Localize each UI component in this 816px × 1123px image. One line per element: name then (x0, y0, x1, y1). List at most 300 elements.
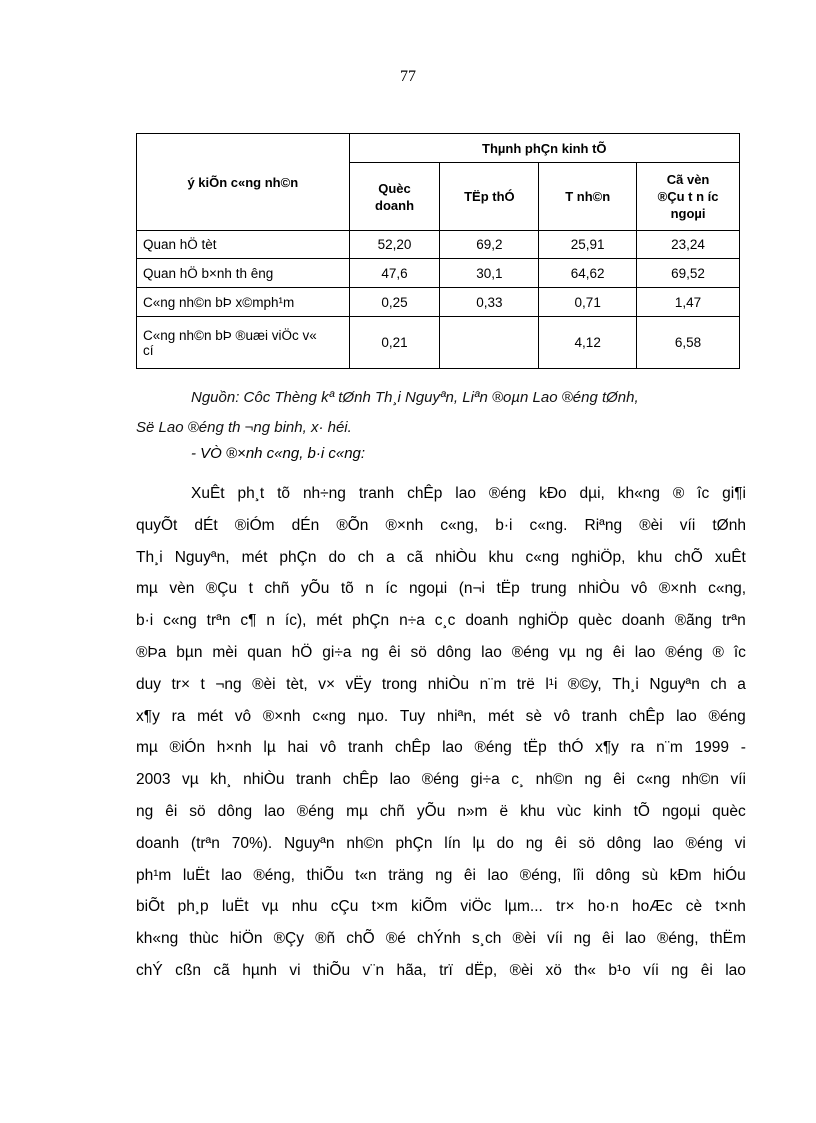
paragraph-word: do (496, 834, 514, 852)
paragraph-word: trong (381, 675, 418, 693)
paragraph-line (136, 828, 746, 860)
paragraph-word: nµo. (357, 707, 389, 725)
paragraph-word: víi (643, 961, 659, 979)
paragraph-line (136, 796, 746, 828)
paragraph-word: mµ (346, 802, 368, 820)
paragraph-word: ®é (385, 930, 406, 948)
paragraph-line (136, 732, 746, 764)
column-header (637, 163, 740, 231)
paragraph-word: vµ (261, 898, 279, 916)
paragraph-word: tØnh (712, 516, 746, 534)
paragraph-word: thiÕu (313, 961, 351, 979)
paragraph-word: sö (410, 643, 427, 661)
paragraph-word: vùc (557, 802, 582, 820)
paragraph-word: v× (318, 675, 335, 693)
paragraph-word: doanh (465, 612, 509, 630)
column-header-line: T nh©n (565, 189, 611, 204)
paragraph-word: c¶ (240, 612, 257, 630)
column-header-line: ngoµi (670, 206, 706, 221)
paragraph-word: nhiÒu (427, 675, 470, 693)
paragraph-line (136, 891, 746, 923)
paragraph-word: b·i (136, 612, 154, 630)
paragraph-word: c«ng (525, 548, 560, 566)
paragraph-word: 70%). (231, 834, 273, 852)
paragraph-word: c«ng (636, 771, 671, 789)
paragraph-word: hoÆc (632, 898, 673, 916)
paragraph-word: Th¸i (136, 548, 163, 566)
paragraph-word: chÕ (674, 548, 703, 566)
paragraph-word: t (200, 675, 205, 693)
paragraph-word: Nguyªn (649, 675, 700, 693)
paragraph-word: c¸ (511, 771, 525, 789)
paragraph-line (136, 637, 746, 669)
paragraph-word: sö (189, 802, 206, 820)
paragraph-line (136, 860, 746, 892)
paragraph-word: êi (602, 930, 615, 948)
paragraph-word: tõ (277, 485, 291, 502)
paragraph-word: vi (289, 961, 301, 979)
paragraph-word: tr× (171, 675, 191, 693)
paragraph-word: ®èi (509, 961, 534, 979)
row-label (137, 317, 350, 369)
paragraph-word: tèt, (286, 675, 308, 693)
paragraph-word: Nguyªn, (174, 548, 230, 566)
paragraph-word: c«ng (312, 707, 346, 725)
paragraph-word: thiÕu (306, 866, 344, 884)
paragraph-word: sö (578, 834, 595, 852)
paragraph-word: sè (525, 707, 543, 725)
table-cell: 0,21 (349, 317, 440, 369)
paragraph-word: do (328, 548, 346, 566)
paragraph-word: ng (585, 643, 603, 661)
paragraph-word: vô (553, 707, 571, 725)
paragraph-line (136, 605, 746, 637)
paragraph-word: tranh (581, 707, 618, 725)
paragraph-word: doanh (136, 834, 180, 852)
paragraph-word: êi (612, 643, 625, 661)
column-header-line: Cã vèn (666, 172, 710, 187)
table-cell: 0,25 (349, 288, 440, 317)
paragraph-word: Tuy (399, 707, 426, 725)
paragraph-word: êi (463, 866, 476, 884)
section-heading: - VÒ ®×nh c«ng, b·i c«ng: (191, 445, 366, 462)
paragraph-word: ngoµi (661, 802, 701, 820)
paragraph-word: dµi, (579, 485, 605, 502)
paragraph-word: hµnh (242, 961, 277, 979)
paragraph-word: chñ (264, 580, 290, 598)
paragraph-word: vËy (345, 675, 372, 693)
paragraph-word: lµ (472, 834, 485, 852)
table-cell: 30,1 (440, 259, 539, 288)
paragraph-word: 1999 (694, 739, 730, 757)
paragraph-word: kinh (593, 802, 622, 820)
row-label-line: cí (143, 342, 154, 358)
row-label: C«ng nh©n bÞ x©mph¹m (137, 288, 350, 317)
paragraph-word: kh«ng (617, 485, 660, 502)
paragraph-word: hiÓu (713, 866, 746, 884)
paragraph-word: chÕ (346, 930, 375, 948)
paragraph-word: vô (630, 580, 648, 598)
paragraph-word: ra (171, 707, 186, 725)
paragraph-word: ®éng, (253, 866, 295, 884)
paragraph-word: îc (697, 485, 710, 502)
paragraph-word: ra (630, 739, 645, 757)
paragraph-word: êi (700, 961, 713, 979)
paragraph-word: ®Çu (205, 580, 238, 598)
paragraph-word: dËp, (465, 961, 498, 979)
paragraph-word: vµ (181, 771, 199, 789)
paragraph-word: ph¸p (177, 898, 209, 916)
paragraph-word: êi (165, 802, 178, 820)
table-cell: 69,52 (637, 259, 740, 288)
paragraph-word: nh©n (535, 771, 573, 789)
paragraph-word: ®éng (665, 643, 703, 661)
paragraph-word: v¨n (362, 961, 385, 979)
paragraph-word: thËm (709, 930, 746, 948)
paragraph-word: n¨m (656, 739, 683, 757)
paragraph-word: n»m (457, 802, 488, 820)
paragraph-word: ®×nh (262, 707, 301, 725)
paragraph-word: nh©n (681, 771, 719, 789)
paragraph-word: lao (389, 771, 411, 789)
paragraph-word: lao (487, 866, 509, 884)
paragraph-word: nhu (291, 898, 318, 916)
table-row (137, 317, 740, 369)
table-cell: 25,91 (539, 231, 637, 259)
page-number: 77 (400, 68, 416, 85)
paragraph-word: quyÕt (136, 516, 178, 534)
column-header-line: doanh (375, 197, 415, 213)
source-line: Nguồn: Côc Thèng kª tØnh Th¸i Nguyªn, Liªn ®oµn Lao ®éng tØnh, (191, 389, 639, 406)
paragraph-line (136, 478, 746, 510)
paragraph-word: tranh (347, 739, 384, 757)
group-header-label: Thµnh phÇn kinh tÕ (482, 140, 607, 156)
table-cell: 6,58 (637, 317, 740, 369)
table-header-row (137, 134, 740, 163)
paragraph-word: viÖc (460, 898, 492, 916)
table-cell: 47,6 (349, 259, 440, 288)
paragraph-word: t«n (355, 866, 377, 884)
paragraph-line (136, 669, 746, 701)
table-cell (440, 317, 539, 369)
paragraph-word: lao (481, 643, 502, 661)
paragraph-word: ®éng, (519, 866, 562, 884)
paragraph-word: lîi (572, 866, 585, 884)
paragraph-word: lín (444, 834, 461, 852)
paragraph-word: t×m (371, 898, 398, 916)
paragraph-word: êi (554, 834, 567, 852)
paragraph-word: yÕu (300, 580, 330, 598)
paragraph-word: cßn (175, 961, 201, 979)
paragraph-word: lao (625, 930, 646, 948)
paragraph-word: ®éng (421, 771, 460, 789)
paragraph-word: tÕ (633, 802, 650, 820)
paragraph-word: ph¸t (237, 485, 265, 502)
paragraph-word: víi (547, 930, 563, 948)
table-cell: 23,24 (637, 231, 740, 259)
paragraph-word: víi (679, 516, 696, 534)
paragraph-word: ® (672, 485, 685, 502)
paragraph-word: lao (221, 866, 242, 884)
paragraph-word: lao (455, 485, 476, 502)
paragraph-word: ng (584, 771, 602, 789)
column-header-line: ®Çu t n íc (657, 189, 719, 204)
paragraph-word: ng (136, 802, 154, 820)
paragraph-word: kh¸ (210, 771, 232, 789)
paragraph-word: kh«ng (136, 930, 179, 948)
paragraph-word: tranh (295, 771, 332, 789)
paragraph-word: tËp (523, 739, 547, 757)
paragraph-word: Nguyªn (284, 834, 335, 852)
paragraph-word: tr× (556, 898, 575, 916)
paragraph-word: dÉn (291, 516, 320, 534)
paragraph-word: vi (734, 834, 746, 852)
paragraph-word: b¹o (608, 961, 631, 979)
paragraph-word: dông (436, 643, 472, 661)
paragraph-word: tËp (496, 580, 520, 598)
paragraph-word: n (365, 580, 374, 598)
paragraph-word: íc (385, 580, 398, 598)
paragraph-word: quèc (578, 612, 612, 630)
paragraph-word: trªn (721, 612, 746, 630)
paragraph-line (136, 764, 746, 796)
paragraph-word: ch (710, 675, 727, 693)
paragraph-word: n (266, 612, 276, 630)
row-label-line: C«ng nh©n bÞ ®uæi viÖc v« (143, 327, 317, 343)
paragraph-word: biÕt (136, 898, 165, 916)
paragraph-line (136, 955, 746, 987)
paragraph-word: 2003 (136, 771, 171, 789)
paragraph-word: chÊp (628, 707, 665, 725)
paragraph-word: nh©n (346, 834, 384, 852)
paragraph-word: xuÊt (714, 548, 746, 566)
paragraph-word: ®èi (639, 516, 663, 534)
paragraph-word: ¬ng (215, 675, 242, 693)
paragraph-word: vô (319, 739, 337, 757)
paragraph-word: lµm... (504, 898, 543, 916)
paragraph-word: träng (388, 866, 424, 884)
paragraph-word: n¨m (479, 675, 507, 693)
paragraph-word: mèi (212, 643, 238, 661)
paragraph-word: dông (217, 802, 253, 820)
paragraph-word: ng (671, 961, 689, 979)
paragraph-word: chÝnh (416, 930, 461, 948)
paragraph-word: hai (287, 739, 309, 757)
table-row (137, 259, 740, 288)
paragraph-word: ë (499, 802, 509, 820)
paragraph-word: chñ (379, 802, 405, 820)
paragraph-word: nh÷ng (302, 485, 346, 502)
column-header (349, 163, 440, 231)
statistics-table (136, 133, 740, 369)
paragraph-word: ®Õn (336, 516, 369, 534)
paragraph-word: XuÊt (191, 485, 225, 502)
paragraph-word: xö (545, 961, 562, 979)
paragraph-word: khu (637, 548, 663, 566)
paragraph-word: bµn (176, 643, 203, 661)
table-cell: 69,2 (440, 231, 539, 259)
paragraph-word: khu (488, 548, 514, 566)
paragraph-word: yÕu (416, 802, 446, 820)
paragraph-word: ®©y, (567, 675, 602, 693)
paragraph-word: ®éng, (657, 930, 699, 948)
column-header (539, 163, 637, 231)
paragraph-word: kÐo (539, 485, 567, 502)
paragraph-word: nghiÖp, (571, 548, 626, 566)
paragraph-word: hãa, (396, 961, 427, 979)
paragraph-word: ®ñ (315, 930, 336, 948)
paragraph-word: lao (725, 961, 746, 979)
paragraph-word: vèn (169, 580, 195, 598)
paragraph-word: lao (634, 643, 656, 661)
paragraph-word: Th¸i (612, 675, 639, 693)
paragraph-word: x¶y (136, 707, 160, 725)
paragraph-word: thùc (189, 930, 219, 948)
paragraph-word: ®Çy (273, 930, 304, 948)
table-row (137, 288, 740, 317)
table-cell: 1,47 (637, 288, 740, 317)
paragraph-word: vô (234, 707, 252, 725)
paragraph-word: phÇn (279, 548, 317, 566)
paragraph-word: c«ng, (440, 516, 479, 534)
paragraph-word: (n¬i (458, 580, 485, 598)
paragraph-word: êi (613, 771, 626, 789)
paragraph-word: cÇu (330, 898, 359, 916)
paragraph-word: luËt (182, 866, 210, 884)
paragraph-word: ®×nh (658, 580, 697, 598)
paragraph-word: mét (241, 548, 268, 566)
paragraph-word: tõ (340, 580, 354, 598)
paragraph-word: ®èi (252, 675, 276, 693)
row-label: Quan hÖ b×nh th êng (137, 259, 350, 288)
paragraph-word: ®iÓn (169, 739, 206, 757)
paragraph-word: ®×nh (385, 516, 424, 534)
body-paragraph (136, 478, 746, 987)
group-header-cell (349, 134, 739, 163)
paragraph-word: îc (733, 643, 746, 661)
paragraph-word: phÇn (395, 834, 433, 852)
paragraph-word: lao (653, 834, 674, 852)
paragraph-word: quèc (712, 802, 746, 820)
paragraph-word: cè (685, 898, 703, 916)
table-cell: 0,71 (539, 288, 637, 317)
paragraph-word: ch (357, 548, 375, 566)
paragraph-word: dÉt (194, 516, 218, 534)
paragraph-word: a (737, 675, 746, 693)
paragraph-word: s¸ch (472, 930, 502, 948)
paragraph-word: ®éng (708, 707, 746, 725)
paragraph-word: doanh (621, 612, 665, 630)
table-cell: 4,12 (539, 317, 637, 369)
paragraph-word: hÖ (291, 643, 313, 661)
paragraph-word: ng (361, 643, 379, 661)
paragraph-word: trï (439, 961, 453, 979)
paragraph-word: vµ (558, 643, 576, 661)
paragraph-word: chÊp (395, 739, 431, 757)
paragraph-word: chÝ (136, 961, 163, 979)
paragraph-word: khu (520, 802, 546, 820)
paragraph-word: víi (730, 771, 746, 789)
paragraph-word: ph¹m (136, 866, 172, 884)
paragraph-line (136, 701, 746, 733)
paragraph-word: ng (435, 866, 453, 884)
paragraph-word: ng (573, 930, 591, 948)
paragraph-word: dông (606, 834, 642, 852)
paragraph-word: x¶y (595, 739, 619, 757)
row-label: Quan hÖ tèt (137, 231, 350, 259)
table-row (137, 231, 740, 259)
paragraph-word: sù (641, 866, 659, 884)
paragraph-word: thÓ (558, 739, 584, 757)
paragraph-word: nhiÒu (578, 580, 620, 598)
paragraph-word: ®éng (474, 739, 512, 757)
paragraph-word: ®iÓm (234, 516, 275, 534)
paragraph-word: kiÕm (411, 898, 448, 916)
table-cell: 0,33 (440, 288, 539, 317)
table-source-note (136, 383, 746, 443)
paragraph-word: kÐm (669, 866, 702, 884)
paragraph-word: ngoµi (408, 580, 448, 598)
paragraph-word: c«ng. (529, 516, 568, 534)
paragraph-word: - (740, 739, 746, 757)
source-line: Së Lao ®éng th ¬ng binh, x· héi. (136, 419, 352, 436)
column-header-line: TËp thÓ (464, 189, 515, 204)
paragraph-word: ®éng (296, 802, 335, 820)
paragraph-word: quan (247, 643, 282, 661)
paragraph-line (136, 923, 746, 955)
paragraph-word: c«ng, (708, 580, 746, 598)
paragraph-word: mµ (136, 580, 158, 598)
paragraph-word: luËt (221, 898, 249, 916)
paragraph-word: Riªng (584, 516, 623, 534)
paragraph-word: íc), (284, 612, 307, 630)
table-cell: 64,62 (539, 259, 637, 288)
paragraph-word: nhiÒu (435, 548, 477, 566)
paragraph-word: b·i (495, 516, 513, 534)
paragraph-word: t×nh (715, 898, 746, 916)
paragraph-word: lao (442, 739, 463, 757)
row-header-label: ý kiÕn c«ng nh©n (187, 174, 299, 190)
paragraph-word: cã (213, 961, 230, 979)
paragraph-word: mét (197, 707, 223, 725)
paragraph-word: gi÷a (470, 771, 500, 789)
paragraph-word: êi (388, 643, 401, 661)
paragraph-word: nghiÖp (518, 612, 569, 630)
paragraph-word: l¹i (545, 675, 558, 693)
paragraph-word: phÇn (352, 612, 390, 630)
paragraph-word: mµ (136, 739, 158, 757)
paragraph-word: mét (488, 707, 514, 725)
paragraph-word: tranh (358, 485, 395, 502)
paragraph-word: mét (316, 612, 343, 630)
paragraph-line (136, 542, 746, 574)
paragraph-word: ®ãng (674, 612, 713, 630)
paragraph-word: (trªn (190, 834, 220, 852)
column-header-line: Quèc (378, 180, 411, 196)
paragraph-word: ®èi (512, 930, 536, 948)
paragraph-word: trung (531, 580, 567, 598)
paragraph-word: ®éng (685, 834, 723, 852)
paragraph-word: ®Þa (136, 643, 167, 661)
paragraph-word: th« (574, 961, 596, 979)
paragraph-word: c«ng (163, 612, 197, 630)
paragraph-word: lao (264, 802, 285, 820)
paragraph-word: cã (406, 548, 424, 566)
column-header (440, 163, 539, 231)
paragraph-word: a (386, 548, 395, 566)
paragraph-word: duy (136, 675, 161, 693)
paragraph-word: n÷a (399, 612, 425, 630)
